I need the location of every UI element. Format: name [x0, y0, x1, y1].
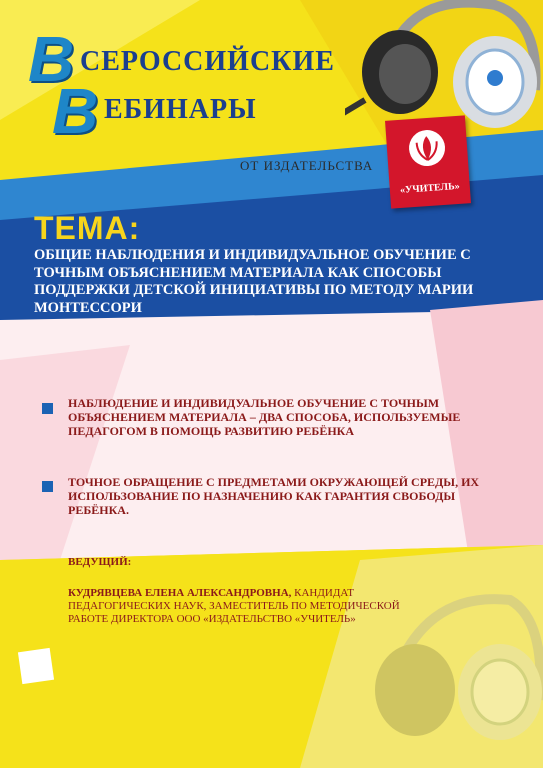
bullet-text-1: НАБЛЮДЕНИЕ И ИНДИВИДУАЛЬНОЕ ОБУЧЕНИЕ С ТОЧНЫМ ОБЪЯСНЕНИЕМ МАТЕРИАЛА – ДВА СПОСОБА, ИСПОЛЬЗУЕМЫЕ ПЕДАГОГОМ В ПОМОЩЬ РАЗВИТИЮ РЕБЁНКА: [68, 396, 461, 438]
topic-heading: ТЕМА:: [34, 210, 141, 246]
bullet-text-2: ТОЧНОЕ ОБРАЩЕНИЕ С ПРЕДМЕТАМИ ОКРУЖАЮЩЕЙ СРЕДЫ, ИХ ИСПОЛЬЗОВАНИЕ ПО НАЗНАЧЕНИЮ КАК ГАРАНТИЯ СВОБОДЫ РЕБЁНКА.: [68, 475, 480, 517]
presenter-name: КУДРЯВЦЕВА ЕЛЕНА АЛЕКСАНДРОВНА,: [68, 587, 292, 599]
title-initial-1: В: [28, 23, 75, 95]
presenter-info: [68, 587, 428, 626]
title-line-2: ЕБИНАРЫ: [104, 94, 257, 125]
bullet-marker-icon: [42, 403, 53, 414]
title-initial-2: В: [52, 75, 99, 147]
title-line-1: СЕРОССИЙСКИЕ: [80, 46, 335, 77]
publisher-logo: [385, 115, 471, 208]
presenter-description: КАНДИДАТ ПЕДАГОГИЧЕСКИХ НАУК, ЗАМЕСТИТЕЛЬ ПО МЕТОДИЧЕСКОЙ РАБОТЕ ДИРЕКТОРА ООО «ИЗДАТЕЛЬСТВО «УЧИТЕЛЬ»: [68, 587, 400, 625]
logo-text: «УЧИТЕЛЬ»: [399, 180, 461, 197]
logo-emblem-icon: [406, 127, 449, 170]
topic-text: ОБЩИЕ НАБЛЮДЕНИЯ И ИНДИВИДУАЛЬНОЕ ОБУЧЕНИЕ С ТОЧНЫМ ОБЪЯСНЕНИЕМ МАТЕРИАЛА КАК СПОСОБЫ ПОДДЕРЖКИ ДЕТСКОЙ ИНИЦИАТИВЫ ПО МЕТОДУ МАРИИ МОНТЕССОРИ: [34, 247, 474, 316]
bullet-marker-icon: [42, 481, 53, 492]
publisher-label: ОТ ИЗДАТЕЛЬСТВА: [240, 158, 374, 173]
presenter-label: ВЕДУЩИЙ:: [68, 556, 132, 568]
